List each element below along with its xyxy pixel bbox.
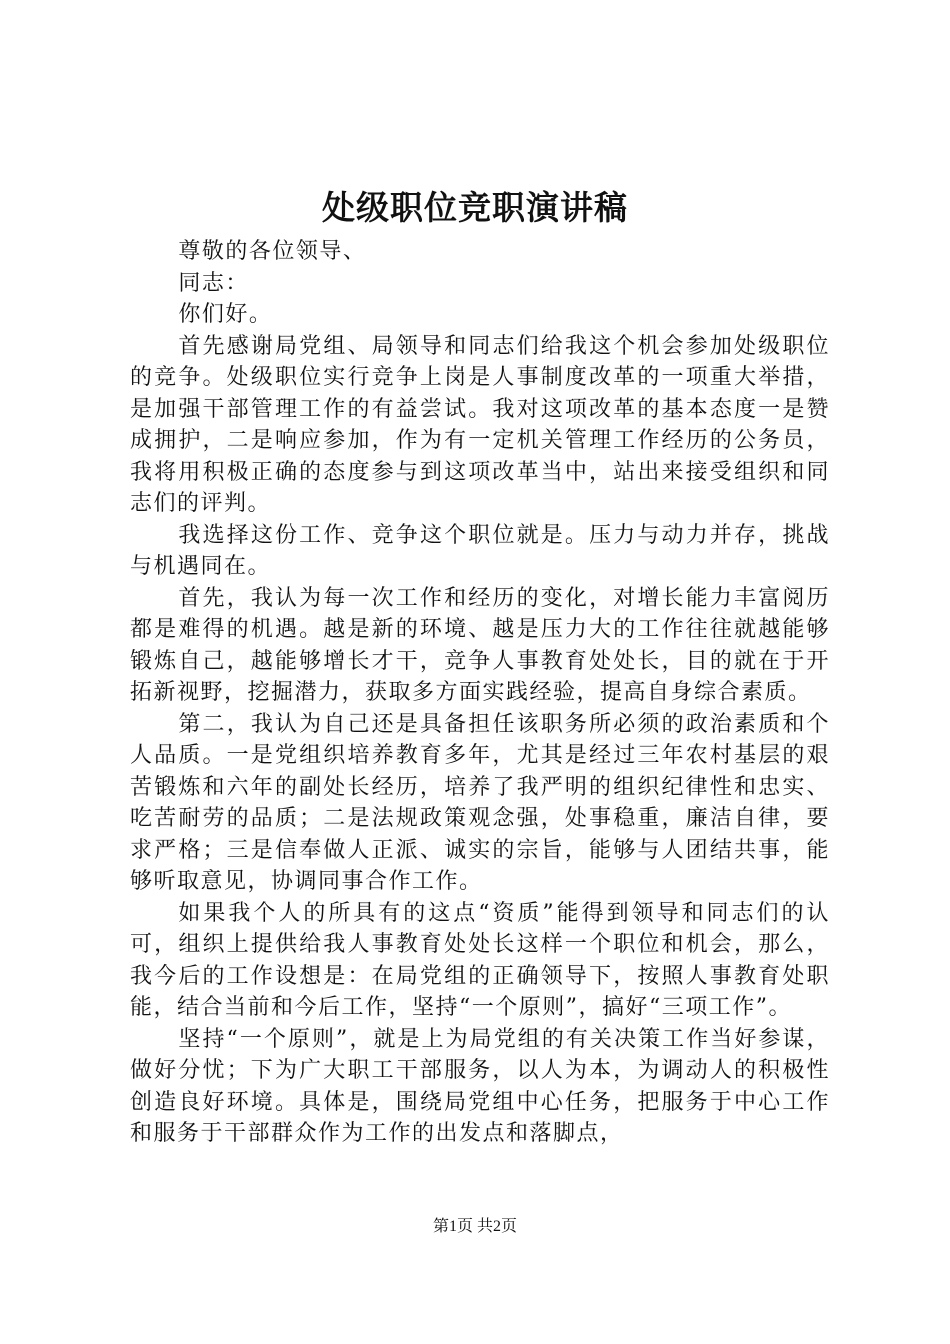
paragraph-choice: 我选择这份工作、竞争这个职位就是。压力与动力并存，挑战与机遇同在。: [130, 522, 830, 579]
paragraph-greeting: 你们好。: [178, 302, 273, 327]
paragraph-intro: 首先感谢局党组、局领导和同志们给我这个机会参加处级职位的竞争。处级职位实行竞争上岗是人事制度改革的一项重大举措，是加强干部管理工作的有益尝试。我对这项改革的基本态度一是赞成拥护，二是响应参加，作为有一定机关管理工作经历的公务员，我将用积极正确的态度参与到这项改革当中，站出来接受组织和同志们的评判。: [130, 333, 830, 516]
paragraph-one-principle: 坚持“一个原则”，就是上为局党组的有关决策工作当好参谋，做好分忧；下为广大职工干部服务，以人为本，为调动人的积极性创造良好环境。具体是，围绕局党组中心任务，把服务于中心工作和服务于干部群众作为工作的出发点和落脚点，: [130, 1026, 830, 1146]
paragraph-salutation-cont: 同志：: [178, 270, 249, 296]
document-title: 处级职位竞职演讲稿: [322, 188, 628, 227]
document-body: [130, 236, 830, 1150]
paragraph-salutation: 尊敬的各位领导、: [178, 239, 367, 264]
paragraph-work-plan: 如果我个人的所具有的这点“资质”能得到领导和同志们的认可，组织上提供给我人事教育处处长这样一个职位和机会，那么，我今后的工作设想是：在局党组的正确领导下，按照人事教育处职能，结合当前和今后工作，坚持“一个原则”，搞好“三项工作”。: [130, 900, 830, 1020]
page-number-footer: 第1页 共2页: [432, 1218, 517, 1235]
paragraph-first-reason: 首先，我认为每一次工作和经历的变化，对增长能力丰富阅历都是难得的机遇。越是新的环境、越是压力大的工作往往就越能够锻炼自己，越能够增长才干，竞争人事教育处处长，目的就在于开拓新视野，挖掘潜力，获取多方面实践经验，提高自身综合素质。: [130, 585, 830, 705]
paragraph-second-reason: 第二，我认为自己还是具备担任该职务所必须的政治素质和个人品质。一是党组织培养教育多年，尤其是经过三年农村基层的艰苦锻炼和六年的副处长经历，培养了我严明的组织纪律性和忠实、吃苦耐劳的品质；二是法规政策观念强，处事稳重，廉洁自律，要求严格；三是信奉做人正派、诚实的宗旨，能够与人团结共事，能够听取意见，协调同事合作工作。: [130, 711, 830, 894]
